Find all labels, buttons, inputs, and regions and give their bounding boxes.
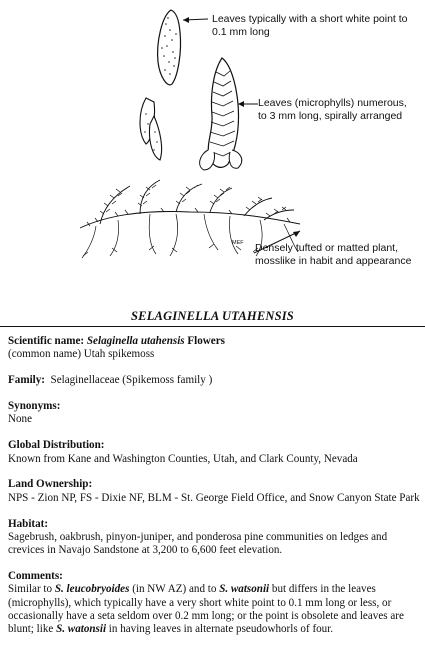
scientific-name-section [8, 335, 422, 362]
comments-text-2: (in NW AZ) and to [129, 583, 220, 596]
species-title: SELAGINELLA UTAHENSIS [131, 309, 294, 323]
leaf-pair-drawing [140, 98, 162, 160]
land-ownership-label: Land Ownership: [8, 478, 93, 491]
distribution-label: Global Distribution: [8, 439, 105, 452]
comments-section [8, 570, 422, 636]
family-label: Family: [8, 374, 45, 387]
comments-label: Comments: [8, 570, 63, 583]
single-leaf-drawing [158, 10, 181, 85]
comments-text-1: Similar to [8, 583, 55, 596]
common-name: (common name) Utah spikemoss [8, 348, 155, 361]
habitat-section [8, 518, 422, 558]
title-divider [0, 326, 425, 327]
comments-text-3: but differs in the leaves (microphylls), which typically have a very short white point to 0.1 mm long or less, or occasionally have a seta seldom over 0.2 mm long; or the point is obsolete and leaves are blunt; like [8, 583, 404, 636]
callout-habit: Densely tufted or matted plant, mosslike in habit and appearance [255, 242, 412, 267]
distribution-value: Known from Kane and Washington Counties, Utah, and Clark County, Nevada [8, 452, 358, 465]
species-ref-watonsii: S. watonsii [56, 623, 107, 636]
comments-value [8, 583, 422, 636]
synonyms-label: Synonyms: [8, 400, 61, 413]
land-ownership-section [8, 478, 422, 505]
habitat-value: Sagebrush, oakbrush, pinyon-juniper, and ponderosa pine communities on ledges and crevices in Navajo Sandstone at 3,200 to 6,600 feet elevation. [8, 530, 388, 557]
species-ref-leucobryoides: S. leucobryoides [54, 583, 130, 596]
habitat-label: Habitat: [8, 517, 49, 530]
callout-microphylls: Leaves (microphylls) numerous, to 3 mm long, spirally arranged [258, 97, 407, 122]
scientific-name-suffix: Flowers [187, 335, 225, 347]
scientific-name-value: Selaginella utahensis [86, 335, 185, 347]
strobilus-drawing [200, 58, 242, 170]
land-ownership-value: NPS - Zion NP, FS - Dixie NF, BLM - St. George Field Office, and Snow Canyon State Park [8, 491, 420, 504]
species-ref-watsonii: S. watsonii [219, 583, 270, 596]
family-value: Selaginellaceae (Spikemoss family ) [50, 374, 213, 387]
scientific-name-label: Scientific name: [8, 335, 85, 347]
distribution-section [8, 439, 422, 466]
comments-text-4: in having leaves in alternate pseudowhorls of four. [106, 623, 334, 636]
synonyms-section [8, 400, 422, 427]
callout-leaf-tip: Leaves typically with a short white point to 0.1 mm long [212, 13, 408, 38]
synonyms-value: None [8, 413, 33, 426]
artist-mark: MEF [232, 240, 244, 246]
species-details [8, 335, 422, 649]
family-section [8, 374, 422, 387]
